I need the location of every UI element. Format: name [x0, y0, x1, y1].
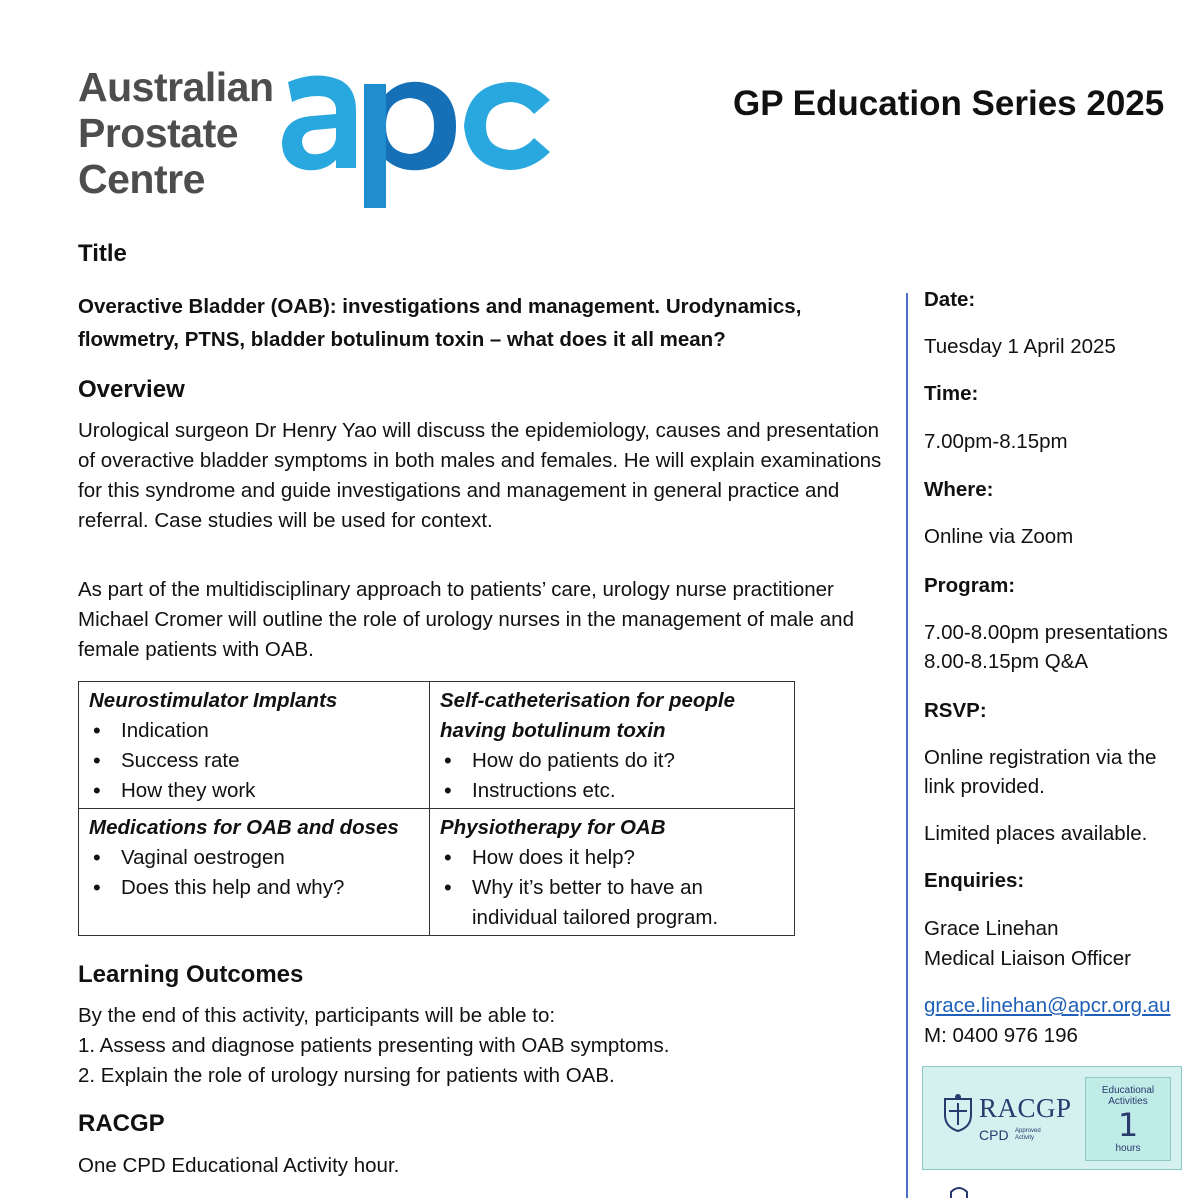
- racgp-logo: [937, 1087, 1072, 1153]
- contact-role: Medical Liaison Officer: [924, 947, 1131, 970]
- crest-icon: [948, 1186, 970, 1198]
- topic-list: [440, 843, 784, 933]
- hours-number: 1: [1117, 1106, 1139, 1144]
- hours-label: hours: [1115, 1143, 1141, 1154]
- topic-item: • How they work: [89, 776, 419, 806]
- edu-activities-label: [1086, 1085, 1170, 1107]
- approved-activity-text: [1015, 1128, 1041, 1142]
- topic-item: • How do patients do it?: [440, 746, 784, 776]
- topic-item: • Success rate: [89, 746, 419, 776]
- topic-cell: [430, 809, 795, 936]
- enquiries-label: Enquiries:: [924, 869, 1025, 892]
- topic-cell: [79, 809, 430, 936]
- apc-letter-p-stem: [364, 84, 386, 208]
- topic-item: • Vaginal oestrogen: [89, 843, 419, 873]
- sidebar-rule: [906, 293, 908, 1198]
- program-line-2: 8.00-8.15pm Q&A: [924, 650, 1089, 673]
- cpd-text: CPD: [979, 1127, 1009, 1143]
- contact-name: Grace Linehan: [924, 917, 1059, 940]
- topic-heading: Neurostimulator Implants: [89, 689, 338, 712]
- where-value: Online via Zoom: [924, 525, 1074, 548]
- activity-line: Activity: [1015, 1135, 1035, 1141]
- outcome-item: 1. Assess and diagnose patients presenting with OAB symptoms.: [78, 1034, 670, 1057]
- topic-item: • Does this help and why?: [89, 873, 419, 903]
- topic-item: • Why it’s better to have an individual tailored program.: [440, 873, 784, 933]
- apc-mark-text: apc: [278, 66, 280, 67]
- racgp-logo-text: RACGP: [979, 1093, 1072, 1123]
- topics-table: [78, 681, 795, 936]
- rsvp-label: RSVP:: [924, 699, 987, 722]
- racgp-crest-icon: [941, 1093, 975, 1133]
- outcome-item: 2. Explain the role of urology nursing for patients with OAB.: [78, 1064, 615, 1087]
- program-line-1: 7.00-8.00pm presentations: [924, 621, 1168, 644]
- overview-paragraph-2: As part of the multidisciplinary approach to patients’ care, urology nurse practitioner Michael Cromer will outline the role of urology nurses in the management of male and female patients with OAB.: [78, 578, 854, 661]
- topic-heading: Self-catheterisation for people having botulinum toxin: [440, 689, 736, 742]
- title-heading: Title: [78, 240, 127, 267]
- org-name: [78, 64, 274, 202]
- edu-line-2: Activities: [1108, 1096, 1148, 1107]
- hours-box: [1085, 1077, 1171, 1161]
- learning-intro: By the end of this activity, participants will be able to:: [78, 1004, 556, 1027]
- racgp-heading: RACGP: [78, 1110, 165, 1137]
- contact-phone: M: 0400 976 196: [924, 1024, 1078, 1047]
- org-name-line-2: Prostate: [78, 110, 239, 156]
- overview-paragraph-1: Urological surgeon Dr Henry Yao will discuss the epidemiology, causes and presentation of overactive bladder symptoms in both males and females. He will explain examinations for this syndrome and guide investigations and management in general practice and referral. Case studies will be used for context.: [78, 419, 882, 532]
- org-name-line-3: Centre: [78, 156, 205, 202]
- contact-email-link[interactable]: grace.linehan@apcr.org.au: [924, 994, 1171, 1017]
- topic-item: • Indication: [89, 716, 419, 746]
- org-name-line-1: Australian: [78, 64, 274, 110]
- apc-letter-a: [282, 75, 356, 170]
- rsvp-line-2: link provided.: [924, 775, 1045, 798]
- topic-list: [440, 746, 784, 806]
- time-value: 7.00pm-8.15pm: [924, 430, 1068, 453]
- apc-letter-c: [464, 82, 550, 170]
- topic-heading: Physiotherapy for OAB: [440, 816, 666, 839]
- overview-heading: Overview: [78, 376, 185, 403]
- series-title: GP Education Series 2025: [733, 84, 1165, 123]
- program-label: Program:: [924, 574, 1016, 597]
- topic-list: [89, 843, 419, 903]
- racgp-cpd-badge: [922, 1066, 1182, 1170]
- limited-places: Limited places available.: [924, 822, 1148, 845]
- learning-outcomes-heading: Learning Outcomes: [78, 961, 304, 988]
- talk-title: Overactive Bladder (OAB): investigations and management. Urodynamics, flowmetry, PTNS, bladder botulinum toxin – what does it all mean?: [78, 295, 802, 351]
- time-label: Time:: [924, 382, 979, 405]
- outcomes-list: [78, 1031, 878, 1091]
- rsvp-line-1: Online registration via the: [924, 746, 1157, 769]
- topic-item: • How does it help?: [440, 843, 784, 873]
- topic-heading: Medications for OAB and doses: [89, 816, 399, 839]
- racgp-text: One CPD Educational Activity hour.: [78, 1154, 400, 1177]
- where-label: Where:: [924, 478, 994, 501]
- apc-logo-mark: [278, 66, 558, 211]
- topic-cell: [430, 682, 795, 809]
- date-label: Date:: [924, 288, 976, 311]
- approved-line: Approved: [1015, 1128, 1041, 1134]
- date-value: Tuesday 1 April 2025: [924, 335, 1116, 358]
- topic-list: [89, 716, 419, 806]
- edu-line-1: Educational: [1101, 1085, 1155, 1096]
- topic-item: • Instructions etc.: [440, 776, 784, 806]
- topic-cell: [79, 682, 430, 809]
